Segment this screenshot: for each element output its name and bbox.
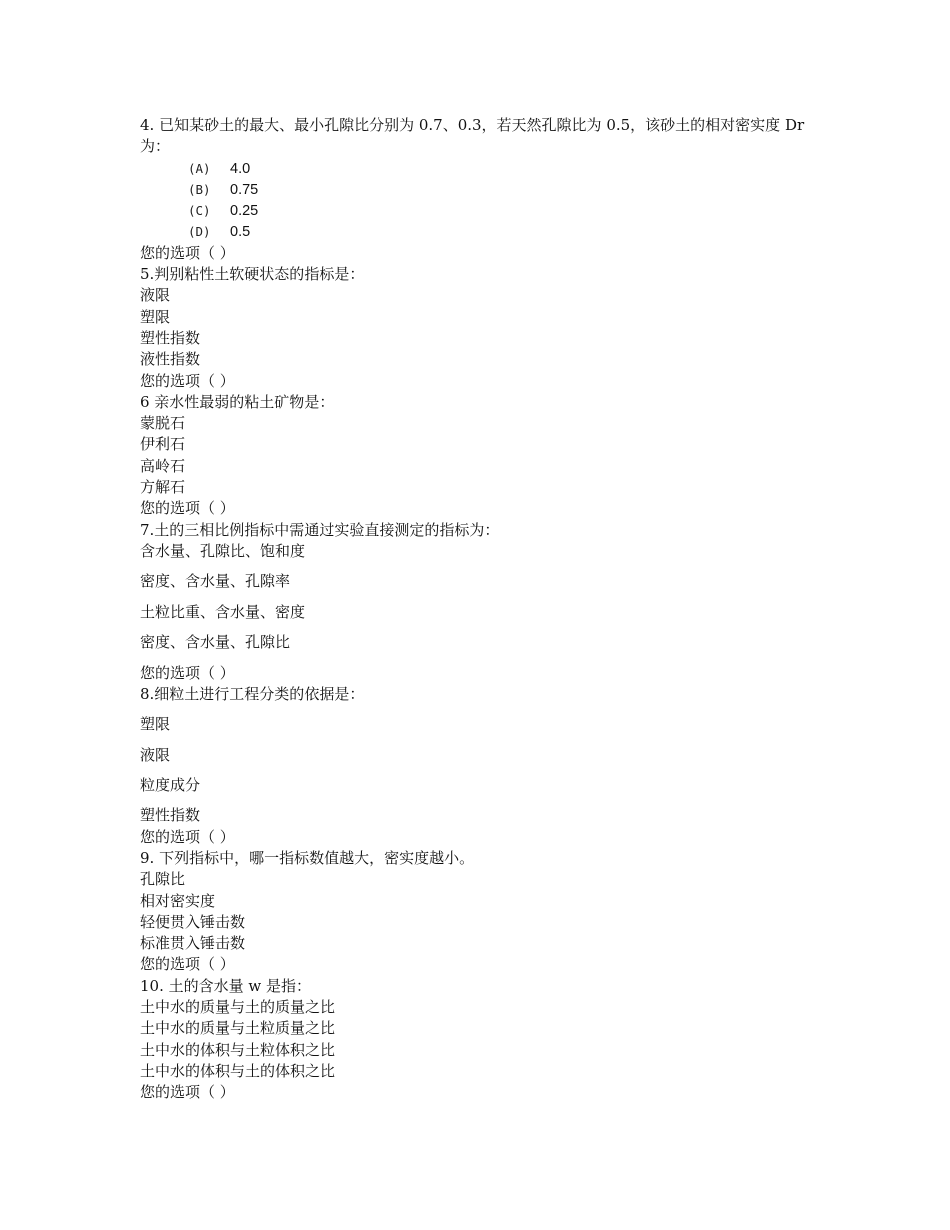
- option-text: 粒度成分: [140, 775, 201, 794]
- option-c: [140, 200, 820, 221]
- question-4: [140, 115, 820, 264]
- option-text: 土粒比重、含水量、密度: [140, 602, 306, 621]
- answer-prompt: 您的选项（ ）: [140, 663, 235, 682]
- option-key: (C): [188, 203, 211, 219]
- option-text: 相对密实度: [140, 891, 216, 910]
- question-stem: 8.细粒土进行工程分类的依据是：: [140, 684, 365, 703]
- option-text: 孔隙比: [140, 870, 186, 889]
- question-5: [140, 264, 820, 392]
- question-stem: 10. 土的含水量 w 是指：: [140, 976, 311, 995]
- option-text: 土中水的质量与土的质量之比: [140, 998, 336, 1017]
- option-text: 高岭石: [140, 456, 186, 475]
- option-text: 伊利石: [140, 435, 186, 454]
- option-text: 塑限: [140, 715, 171, 734]
- option-d: [140, 221, 820, 242]
- option-text: 塑限: [140, 307, 171, 326]
- option-text: 4.0: [230, 160, 251, 177]
- option-text: 液限: [140, 286, 171, 305]
- option-text: 含水量、孔隙比、饱和度: [140, 541, 306, 560]
- option-b: [140, 179, 820, 200]
- answer-prompt: 您的选项（ ）: [140, 243, 235, 262]
- answer-prompt: 您的选项（ ）: [140, 955, 235, 974]
- question-stem: 5.判别粘性土软硬状态的指标是：: [140, 265, 365, 284]
- option-key: (D): [188, 224, 211, 240]
- option-text: 蒙脱石: [140, 414, 186, 433]
- question-stem: 4. 已知某砂土的最大、最小孔隙比分别为 0.7、0.3，若天然孔隙比为 0.5，该砂土的相对密实度 Dr 为：: [140, 116, 805, 156]
- option-text: 土中水的体积与土粒体积之比: [140, 1040, 336, 1059]
- option-text: 液性指数: [140, 350, 201, 369]
- document-page: [140, 115, 820, 1104]
- answer-prompt: 您的选项（ ）: [140, 371, 235, 390]
- option-a: [140, 158, 820, 179]
- option-key: (A): [188, 160, 211, 176]
- option-text: 密度、含水量、孔隙比: [140, 633, 291, 652]
- answer-prompt: 您的选项（ ）: [140, 1083, 235, 1102]
- question-8: [140, 684, 820, 848]
- option-text: 土中水的质量与土粒质量之比: [140, 1019, 336, 1038]
- question-6: [140, 392, 820, 520]
- option-text: 密度、含水量、孔隙率: [140, 572, 291, 591]
- option-text: 0.25: [230, 203, 259, 220]
- question-stem: 6 亲水性最弱的粘土矿物是：: [140, 392, 335, 411]
- question-9: [140, 848, 820, 976]
- option-text: 0.5: [230, 224, 251, 241]
- question-7: [140, 520, 820, 684]
- question-stem: 7.土的三相比例指标中需通过实验直接测定的指标为：: [140, 520, 500, 539]
- question-10: [140, 976, 820, 1104]
- option-text: 塑性指数: [140, 806, 201, 825]
- option-text: 0.75: [230, 181, 259, 198]
- option-text: 液限: [140, 745, 171, 764]
- option-key: (B): [188, 181, 211, 197]
- answer-prompt: 您的选项（ ）: [140, 499, 235, 518]
- option-text: 方解石: [140, 478, 186, 497]
- option-text: 轻便贯入锤击数: [140, 912, 246, 931]
- option-text: 土中水的体积与土的体积之比: [140, 1061, 336, 1080]
- answer-prompt: 您的选项（ ）: [140, 827, 235, 846]
- option-text: 塑性指数: [140, 328, 201, 347]
- option-text: 标准贯入锤击数: [140, 934, 246, 953]
- question-stem: 9. 下列指标中，哪一指标数值越大，密实度越小。: [140, 848, 475, 867]
